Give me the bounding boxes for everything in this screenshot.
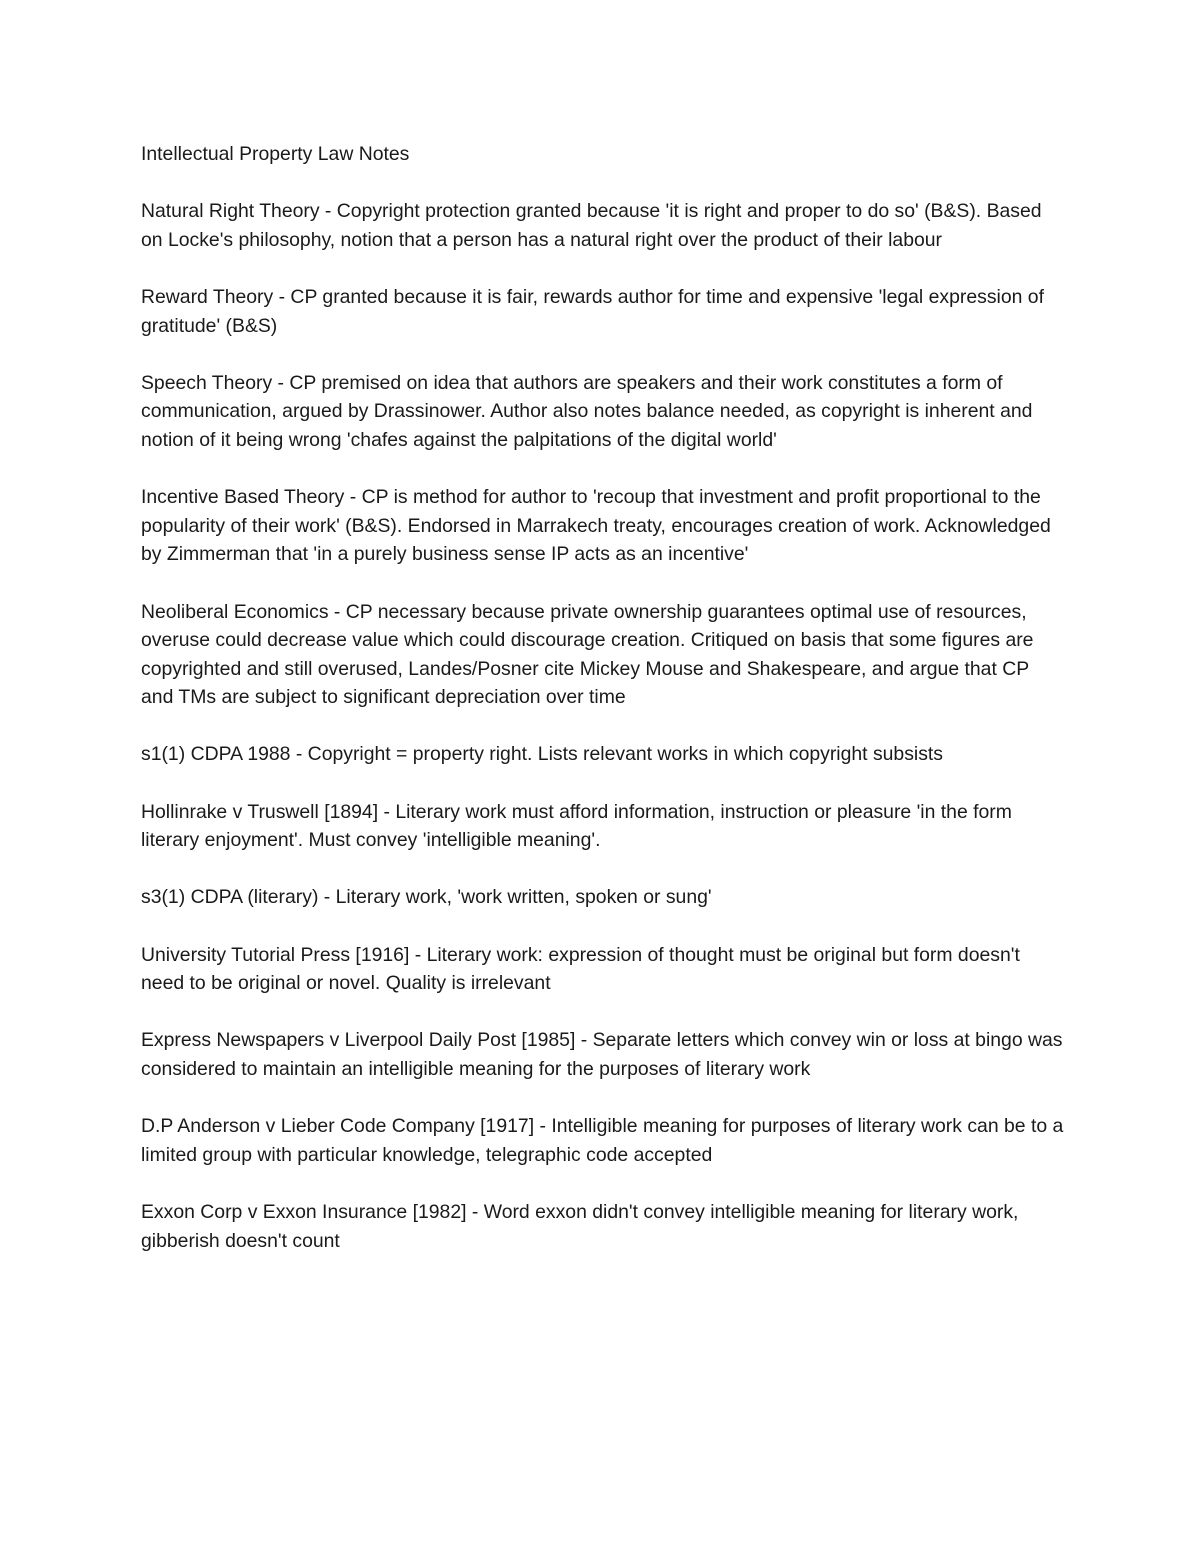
note-exxon-corp: Exxon Corp v Exxon Insurance [1982] - Word exxon didn't convey intelligible meaning for literary work, gibberish doesn't count <box>141 1200 1019 1252</box>
note-speech-theory: Speech Theory - CP premised on idea that authors are speakers and their work constitutes a form of communication, argued by Drassinower. Author also notes balance needed, as copyright is inherent and notion of it being wrong 'chafes against the palpitations of the digital world' <box>141 371 1033 451</box>
note-natural-right-theory: Natural Right Theory - Copyright protection granted because 'it is right and proper to do so' (B&S). Based on Locke's philosophy, notion that a person has a natural right over the product of their labour <box>141 200 1042 251</box>
note-express-newspapers: Express Newspapers v Liverpool Daily Post [1985] - Separate letters which convey win or loss at bingo was considered to maintain an intelligible meaning for the purposes of literary work <box>141 1029 1063 1080</box>
note-s3-cdpa: s3(1) CDPA (literary) - Literary work, 'work written, spoken or sung' <box>141 886 712 909</box>
note-incentive-based-theory: Incentive Based Theory - CP is method for author to 'recoup that investment and profit proportional to the popularity of their work' (B&S). Endorsed in Marrakech treaty, encourages creation of work. Acknowledged by Zimmerman that 'in a purely business sense IP acts as an incentive' <box>141 486 1051 566</box>
document-body <box>141 140 1066 1284</box>
note-dp-anderson: D.P Anderson v Lieber Code Company [1917] - Intelligible meaning for purposes of literary work can be to a limited group with particular knowledge, telegraphic code accepted <box>141 1115 1064 1166</box>
note-neoliberal-economics: Neoliberal Economics - CP necessary because private ownership guarantees optimal use of resources, overuse could decrease value which could discourage creation. Critiqued on basis that some figures are copyrighted and still overused, Landes/Posner cite Mickey Mouse and Shakespeare, and argue that CP and TMs are subject to significant depreciation over time <box>141 600 1034 709</box>
note-university-tutorial-press: University Tutorial Press [1916] - Literary work: expression of thought must be original but form doesn't need to be original or novel. Quality is irrelevant <box>141 943 1020 995</box>
note-hollinrake-v-truswell: Hollinrake v Truswell [1894] - Literary work must afford information, instruction or pleasure 'in the form literary enjoyment'. Must convey 'intelligible meaning'. <box>141 800 1012 852</box>
note-reward-theory: Reward Theory - CP granted because it is fair, rewards author for time and expensive 'legal expression of gratitude' (B&S) <box>141 285 1044 337</box>
note-s1-cdpa: s1(1) CDPA 1988 - Copyright = property right. Lists relevant works in which copyright subsists <box>141 743 943 766</box>
document-title: Intellectual Property Law Notes <box>141 143 410 165</box>
